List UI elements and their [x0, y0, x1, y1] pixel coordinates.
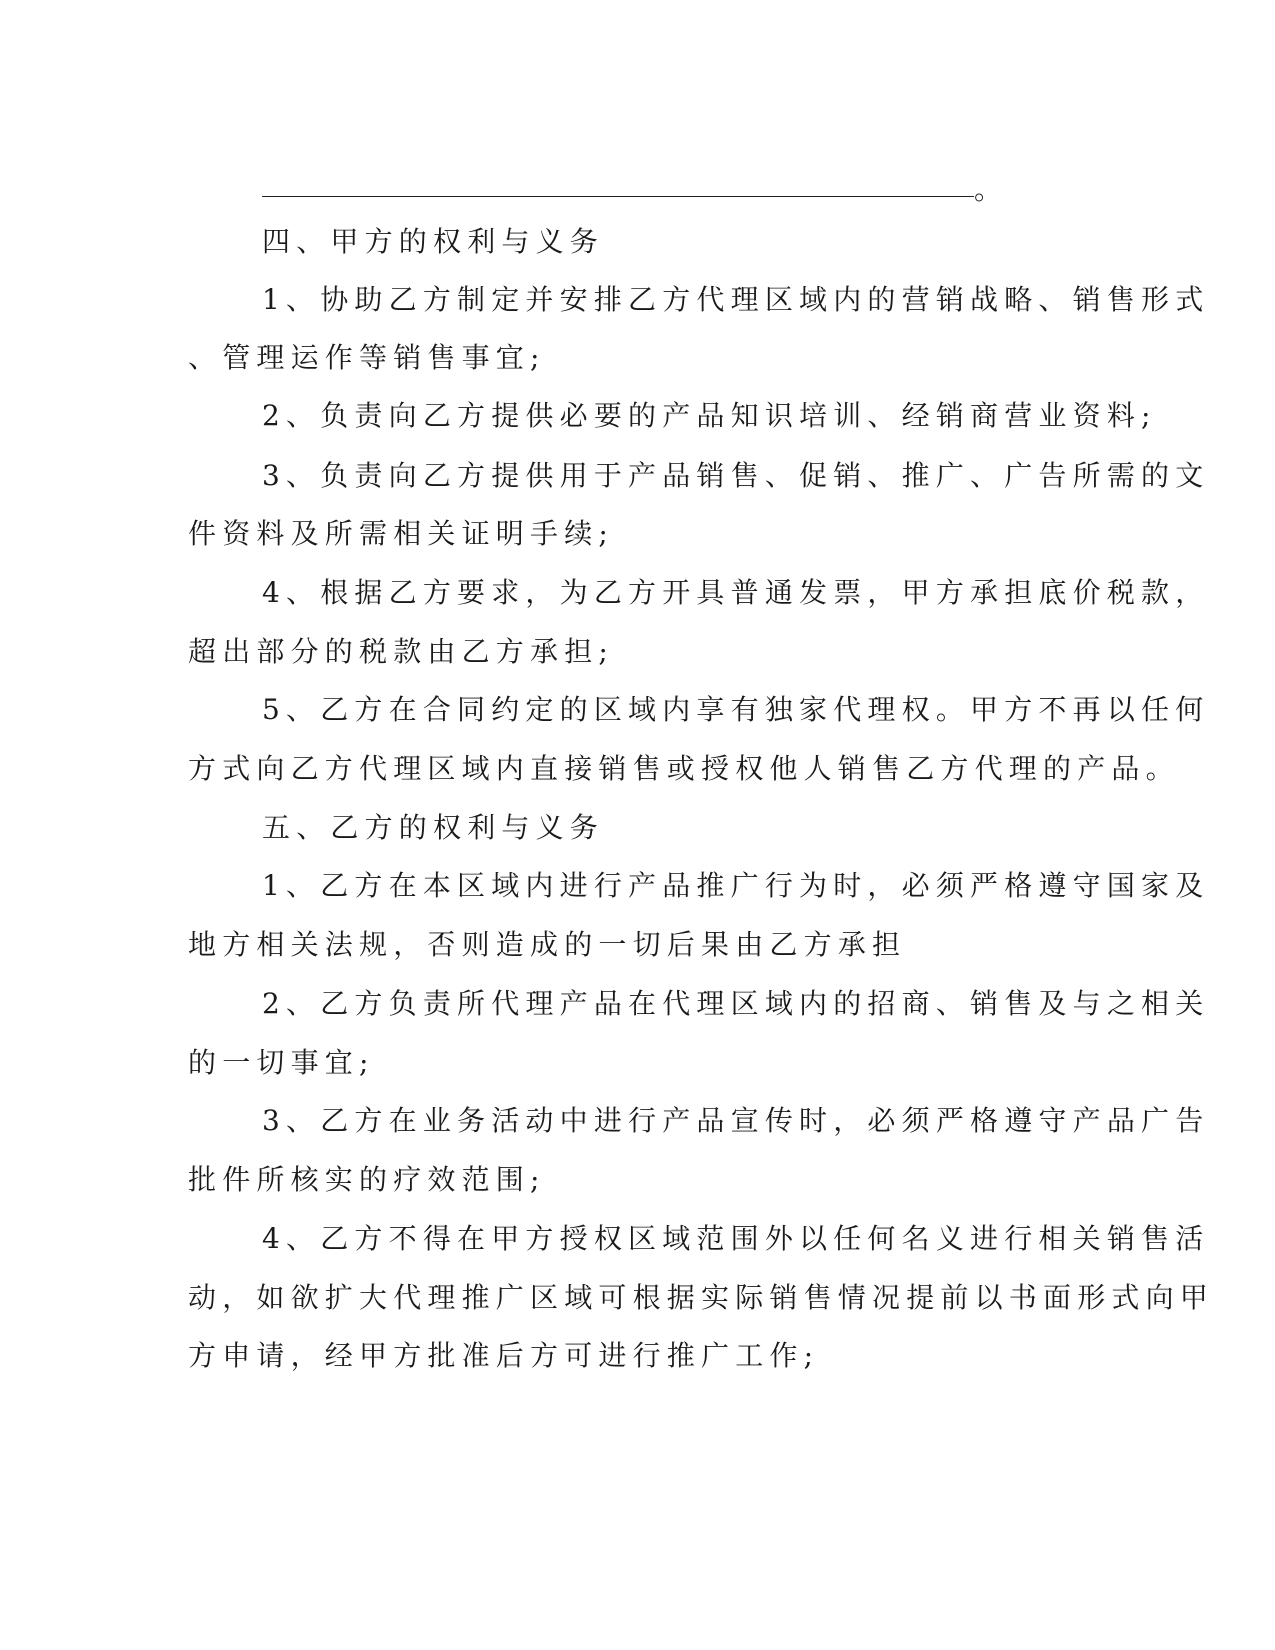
paragraph-line: 、管理运作等销售事宜; — [188, 341, 546, 374]
paragraph-line: 3、负责向乙方提供用于产品销售、促销、推广、广告所需的文 — [262, 459, 1210, 492]
paragraph-line: 动，如欲扩大代理推广区域可根据实际销售情况提前以书面形式向甲 — [188, 1281, 1215, 1314]
section-heading-party-a: 四、甲方的权利与义务 — [262, 225, 605, 258]
paragraph-line: 4、乙方不得在甲方授权区域范围外以任何名义进行相关销售活 — [262, 1222, 1210, 1255]
paragraph-line: 1、协助乙方制定并安排乙方代理区域内的营销战略、销售形式 — [262, 283, 1210, 316]
paragraph-line: 3、乙方在业务活动中进行产品宣传时，必须严格遵守产品广告 — [262, 1104, 1210, 1137]
paragraph-line: 2、乙方负责所代理产品在代理区域内的招商、销售及与之相关 — [262, 987, 1210, 1020]
paragraph-line: 2、负责向乙方提供必要的产品知识培训、经销商营业资料; — [262, 399, 1157, 432]
paragraph-line: 1、乙方在本区域内进行产品推广行为时，必须严格遵守国家及 — [262, 869, 1210, 902]
paragraph-line: 地方相关法规，否则造成的一切后果由乙方承担 — [188, 928, 907, 961]
fill-in-blank-line — [262, 196, 974, 197]
paragraph-line: 的一切事宜; — [188, 1046, 375, 1079]
section-heading-party-b: 五、乙方的权利与义务 — [262, 811, 605, 844]
paragraph-line: 超出部分的税款由乙方承担; — [188, 635, 615, 668]
fill-line-period: 。 — [974, 173, 1003, 206]
paragraph-line: 批件所核实的疗效范围; — [188, 1163, 546, 1196]
paragraph-line: 4、根据乙方要求，为乙方开具普通发票，甲方承担底价税款， — [262, 576, 1210, 609]
paragraph-line: 5、乙方在合同约定的区域内享有独家代理权。甲方不再以任何 — [262, 693, 1210, 726]
paragraph-line: 方式向乙方代理区域内直接销售或授权他人销售乙方代理的产品。 — [188, 752, 1180, 785]
paragraph-line: 方申请，经甲方批准后方可进行推广工作; — [188, 1339, 820, 1372]
paragraph-line: 件资料及所需相关证明手续; — [188, 517, 615, 550]
